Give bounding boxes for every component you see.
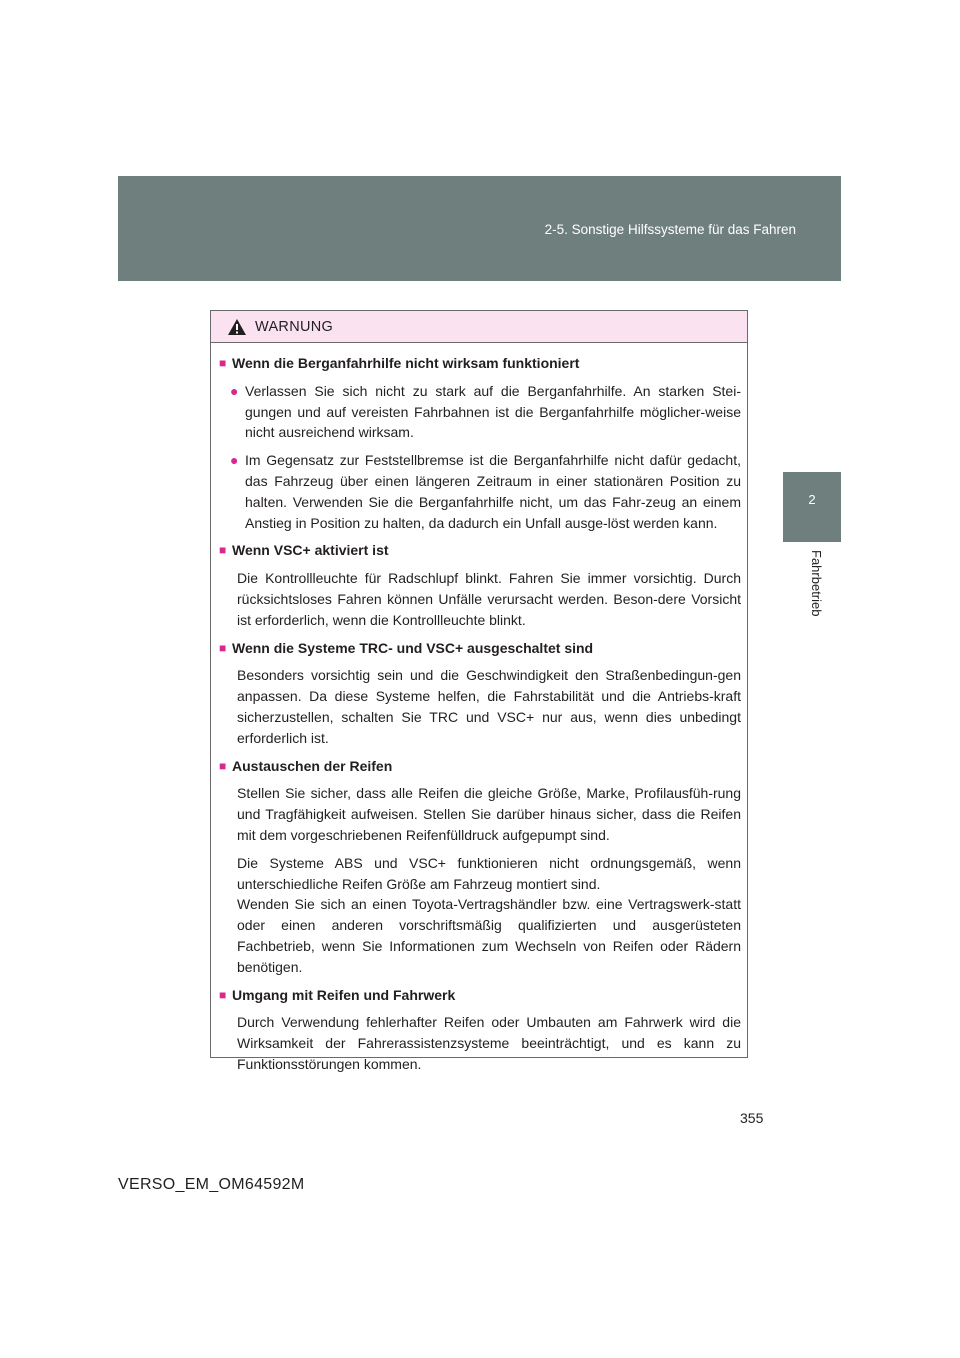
square-bullet-icon: ■ (219, 356, 227, 370)
section-heading (219, 756, 741, 777)
bullet-text: Verlassen Sie sich nicht zu stark auf die Berganfahrhilfe. An starken Stei-gungen und auf vereisten Fahrbahnen ist die Berganfahrhilfe möglicher-weise nicht ausreichend wirksam. (245, 382, 741, 441)
chapter-label: Fahrbetrieb (809, 550, 824, 617)
page-number: 355 (740, 1110, 764, 1126)
paragraph (219, 853, 741, 978)
paragraph: Die Kontrollleuchte für Radschlupf blinkt. Fahren Sie immer vorsichtig. Durch rücksichtsloses Fahren können Unfälle verursacht werden. Beson-dere Vorsicht ist erforderlich, wenn die Kontrollleuchte blinkt. (237, 570, 741, 628)
paragraph: Besonders vorsichtig sein und die Geschwindigkeit den Straßenbedingun-gen anpassen. Da diese Systeme helfen, die Fahrstabilität und die Antriebs-kraft sicherzustellen, schalten Sie TRC und VSC+ nur aus, wenn dies unbedingt erforderlich ist. (237, 667, 741, 746)
section-heading (219, 638, 741, 659)
square-bullet-icon: ■ (219, 543, 227, 558)
warning-box (210, 310, 748, 1072)
section-heading-text: Wenn die Berganfahrhilfe nicht wirksam funktioniert (232, 355, 580, 371)
bullet-text: Im Gegensatz zur Feststellbremse ist die Berganfahrhilfe nicht dafür gedacht, das Fahrzeug über einen längeren Zeitraum in einer stationären Position zu halten. Verwenden Sie die Berganfahrhilfe nicht, um das Fahr-zeug an einem Anstieg in Position zu halten, da dadurch ein Unfall ausge-löst werden kann. (245, 452, 741, 531)
paragraph: Durch Verwendung fehlerhafter Reifen oder Umbauten am Fahrwerk wird die Wirksamkeit der Fahrerassistenzsysteme beeinträchtigt, und es kann zu Funktionsstörungen kommen. (237, 1014, 741, 1072)
warning-header (211, 311, 747, 343)
section-heading-text: Wenn VSC+ aktiviert ist (232, 542, 389, 559)
circle-bullet-icon: ● (230, 382, 239, 399)
header-band (118, 176, 841, 281)
section-heading-text: Austauschen der Reifen (232, 757, 393, 774)
section-heading-text: Wenn die Systeme TRC- und VSC+ ausgeschaltet sind (232, 639, 594, 656)
bullet-item (219, 450, 741, 533)
warning-triangle-icon (227, 318, 247, 336)
paragraph: Stellen Sie sicher, dass alle Reifen die gleiche Größe, Marke, Profilausfüh-rung und Tragfähigkeit aufweisen. Stellen Sie darüber hinaus sicher, dass die Reifen mit dem vorgeschriebenen Reifenfülldruck aufgepumpt sind. (237, 785, 741, 843)
chapter-number: 2 (808, 492, 816, 507)
document-code: VERSO_EM_OM64592M (118, 1176, 305, 1193)
section-heading-text: Umgang mit Reifen und Fahrwerk (232, 986, 456, 1003)
bullet-item (219, 381, 741, 443)
square-bullet-icon: ■ (219, 758, 227, 773)
chapter-tab (783, 472, 841, 542)
section-heading (219, 353, 741, 374)
section-heading (219, 985, 741, 1006)
square-bullet-icon: ■ (219, 987, 227, 1002)
warning-body (211, 343, 747, 1075)
warning-title: WARNUNG (255, 318, 334, 335)
square-bullet-icon: ■ (219, 640, 227, 655)
paragraph-line: Wenden Sie sich an einen Toyota-Vertragshändler bzw. eine Vertragswerk-statt oder einen anderen vorschriftsmäßig qualifizierten und ausgerüsteten Fachbetrieb, wenn Sie Informationen zum Wechseln von Reifen oder Rädern benötigen. (237, 896, 741, 975)
section-title: 2-5. Sonstige Hilfssysteme für das Fahren (544, 222, 796, 237)
paragraph-line: Die Systeme ABS und VSC+ funktionieren nicht ordnungsgemäß, wenn unterschiedliche Reifen Größe am Fahrzeug montiert sind. (237, 854, 741, 892)
section-heading (219, 540, 741, 561)
circle-bullet-icon: ● (230, 452, 239, 469)
